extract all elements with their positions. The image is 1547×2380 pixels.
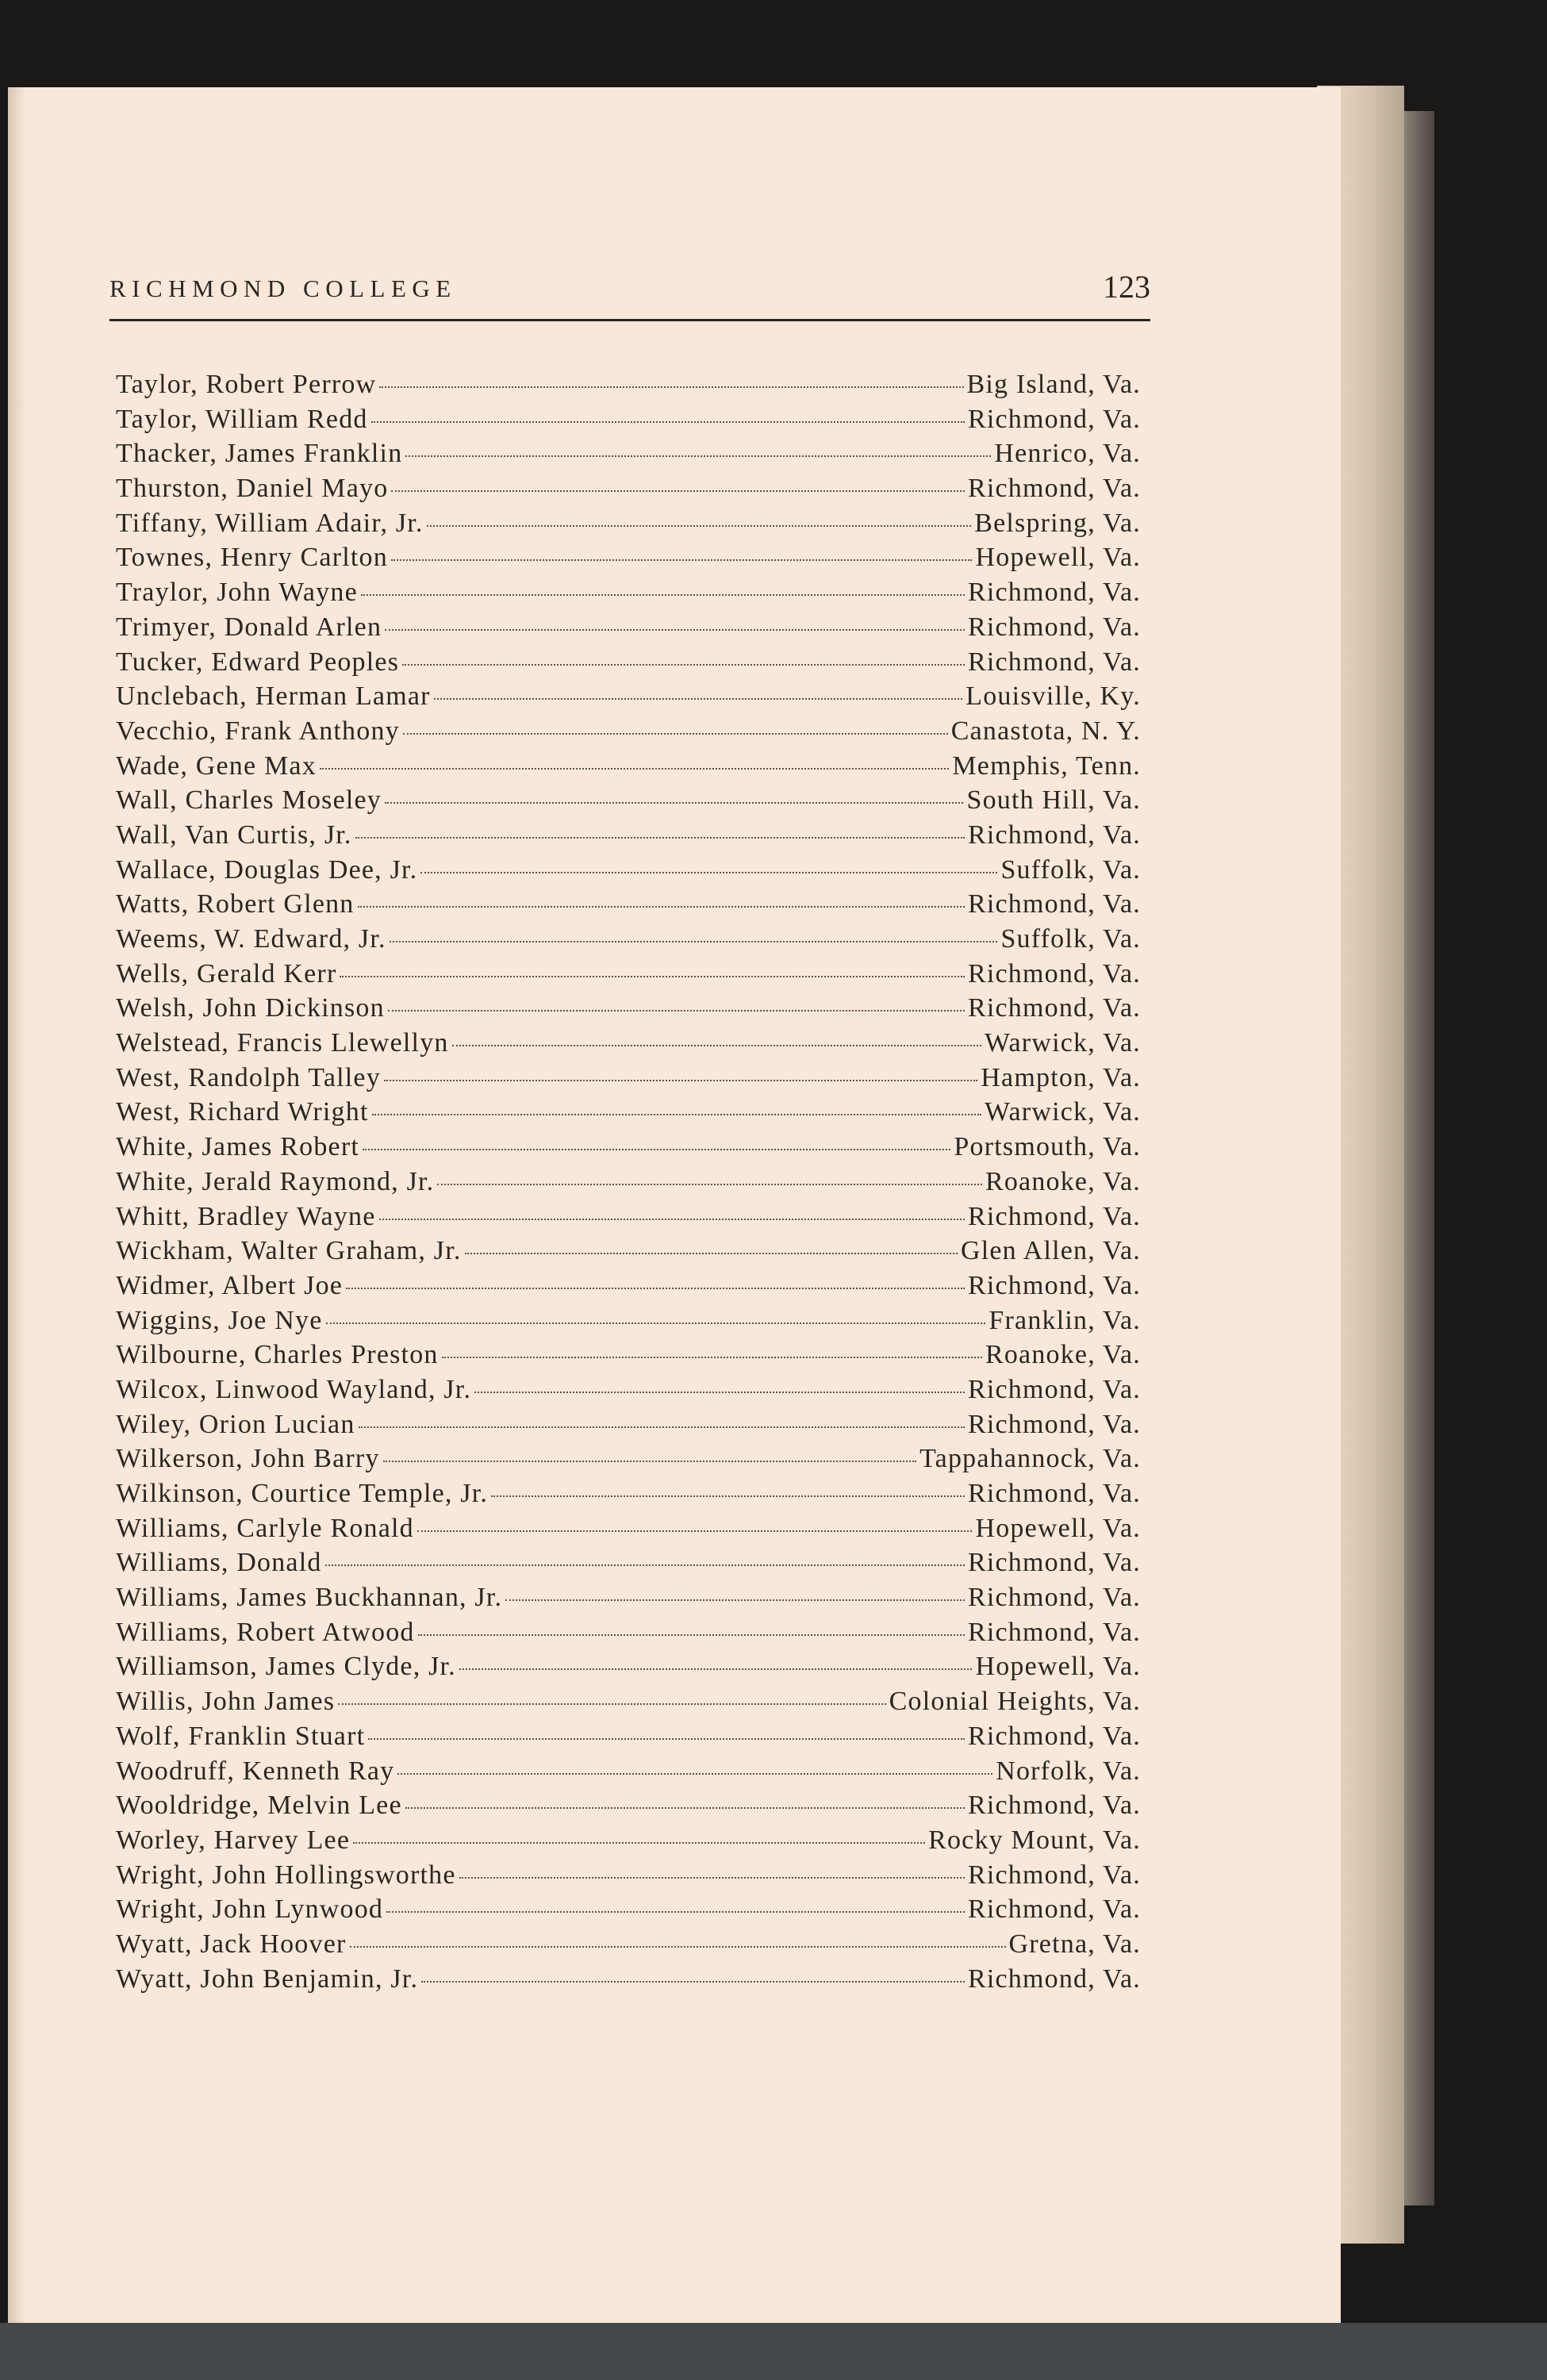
directory-entry xyxy=(116,820,1141,855)
dot-leader xyxy=(397,1773,992,1775)
entry-hometown: Richmond, Va. xyxy=(967,1721,1141,1751)
entry-hometown: Hopewell, Va. xyxy=(975,1513,1141,1543)
directory-entry xyxy=(116,1410,1141,1445)
directory-entry xyxy=(116,1444,1141,1479)
directory-entry xyxy=(116,647,1141,682)
entry-name: White, Jerald Raymond, Jr. xyxy=(116,1166,435,1196)
directory-entry xyxy=(116,1202,1141,1237)
dot-leader xyxy=(390,941,998,942)
entry-name: West, Randolph Talley xyxy=(116,1062,381,1092)
entry-name: Tiffany, William Adair, Jr. xyxy=(116,508,424,538)
directory-entry xyxy=(116,855,1141,890)
dot-leader xyxy=(391,559,973,561)
entry-hometown: Richmond, Va. xyxy=(967,958,1141,988)
entry-name: Willis, John James xyxy=(116,1687,336,1717)
dot-leader xyxy=(459,1668,973,1670)
entry-hometown: Richmond, Va. xyxy=(967,1201,1141,1231)
dot-leader xyxy=(386,1911,965,1913)
directory-entry xyxy=(116,1825,1141,1860)
entry-hometown: Belspring, Va. xyxy=(974,508,1141,538)
directory-entry xyxy=(116,1756,1141,1791)
dot-leader xyxy=(353,1842,925,1844)
directory-entry xyxy=(116,1028,1141,1063)
entry-hometown: Hampton, Va. xyxy=(981,1062,1141,1092)
directory-entry xyxy=(116,543,1141,578)
dot-leader xyxy=(358,906,965,908)
entry-hometown: Rocky Mount, Va. xyxy=(928,1825,1141,1855)
entry-name: Taylor, Robert Perrow xyxy=(116,370,377,399)
dot-leader xyxy=(420,872,997,873)
dot-leader xyxy=(379,386,963,388)
entry-hometown: Richmond, Va. xyxy=(967,474,1141,504)
entry-name: Welsh, John Dickinson xyxy=(116,993,385,1023)
directory-entry xyxy=(116,751,1141,786)
directory-entry xyxy=(116,924,1141,959)
entry-name: Trimyer, Donald Arlen xyxy=(116,612,382,642)
entry-name: Worley, Harvey Lee xyxy=(116,1825,351,1855)
entry-hometown: South Hill, Va. xyxy=(966,785,1141,816)
dot-leader xyxy=(434,698,963,700)
entry-name: Williams, Robert Atwood xyxy=(116,1617,415,1647)
directory-entry xyxy=(116,509,1141,543)
dot-leader xyxy=(325,1564,965,1566)
dot-leader xyxy=(371,421,965,423)
directory-entry xyxy=(116,439,1141,474)
entry-hometown: Richmond, Va. xyxy=(967,1270,1141,1300)
directory-entry xyxy=(116,1097,1141,1132)
directory-entry xyxy=(116,1929,1141,1964)
dot-leader xyxy=(452,1045,981,1046)
directory-entry xyxy=(116,716,1141,751)
dot-leader xyxy=(361,594,965,596)
entry-name: Williamson, James Clyde, Jr. xyxy=(116,1652,456,1682)
entry-hometown: Suffolk, Va. xyxy=(1000,924,1141,954)
entry-name: Thurston, Daniel Mayo xyxy=(116,474,389,504)
entry-hometown: Richmond, Va. xyxy=(967,1374,1141,1404)
entry-hometown: Warwick, Va. xyxy=(984,1028,1141,1058)
entry-hometown: Richmond, Va. xyxy=(967,1860,1141,1890)
entry-hometown: Louisville, Ky. xyxy=(965,681,1141,712)
directory-entry xyxy=(116,370,1141,405)
entry-hometown: Richmond, Va. xyxy=(967,820,1141,850)
entry-hometown: Richmond, Va. xyxy=(967,1548,1141,1578)
entry-hometown: Richmond, Va. xyxy=(967,612,1141,642)
entry-name: Tucker, Edward Peoples xyxy=(116,647,400,677)
entry-name: Wilkerson, John Barry xyxy=(116,1444,380,1474)
entry-name: Wilcox, Linwood Wayland, Jr. xyxy=(116,1374,472,1404)
directory-entry xyxy=(116,474,1141,509)
dot-leader xyxy=(384,1080,977,1081)
dot-leader xyxy=(355,837,965,839)
directory-entry xyxy=(116,1514,1141,1549)
dot-leader xyxy=(363,1149,950,1150)
dot-leader xyxy=(459,1877,965,1879)
entry-hometown: Roanoke, Va. xyxy=(985,1340,1141,1370)
dot-leader xyxy=(385,629,965,631)
dot-leader xyxy=(402,664,965,666)
entry-hometown: Glen Allen, Va. xyxy=(960,1236,1141,1266)
entry-name: Williams, Donald xyxy=(116,1548,322,1578)
binding-shadow xyxy=(1404,111,1434,2205)
directory-entry xyxy=(116,785,1141,820)
directory-entry xyxy=(116,1548,1141,1583)
gutter-shade xyxy=(8,87,25,2324)
directory-entry xyxy=(116,1167,1141,1202)
directory-entry xyxy=(116,1271,1141,1306)
entry-name: Wells, Gerald Kerr xyxy=(116,958,337,988)
entry-name: Wilbourne, Charles Preston xyxy=(116,1340,439,1370)
entry-name: Wade, Gene Max xyxy=(116,750,317,781)
entry-name: Wyatt, Jack Hoover xyxy=(116,1929,347,1959)
dot-leader xyxy=(388,1010,965,1012)
dot-leader xyxy=(465,1253,958,1254)
entry-hometown: Richmond, Va. xyxy=(967,993,1141,1023)
dot-leader xyxy=(385,802,963,804)
running-head: RICHMOND COLLEGE xyxy=(109,274,457,302)
entry-name: Townes, Henry Carlton xyxy=(116,543,388,573)
entry-name: Williams, Carlyle Ronald xyxy=(116,1513,414,1543)
entry-hometown: Franklin, Va. xyxy=(988,1305,1141,1335)
entry-name: Thacker, James Franklin xyxy=(116,439,403,469)
entry-name: Weems, W. Edward, Jr. xyxy=(116,924,386,954)
dot-leader xyxy=(326,1322,986,1324)
directory-entry xyxy=(116,405,1141,440)
dot-leader xyxy=(338,1703,885,1705)
directory-entry xyxy=(116,1791,1141,1825)
entry-name: Woodruff, Kenneth Ray xyxy=(116,1756,395,1786)
dot-leader xyxy=(346,1288,965,1289)
directory-entry xyxy=(116,1894,1141,1929)
directory-entry xyxy=(116,1132,1141,1167)
entry-hometown: Richmond, Va. xyxy=(967,1964,1141,1994)
directory-entry xyxy=(116,681,1141,716)
entry-hometown: Big Island, Va. xyxy=(966,370,1141,399)
dot-leader xyxy=(421,1981,965,1983)
entry-hometown: Canastota, N. Y. xyxy=(950,716,1141,746)
entry-name: Wooldridge, Melvin Lee xyxy=(116,1791,402,1821)
dot-leader xyxy=(340,976,964,977)
dot-leader xyxy=(350,1946,1006,1948)
directory-entry xyxy=(116,1722,1141,1756)
entry-hometown: Gretna, Va. xyxy=(1008,1929,1141,1959)
page-header xyxy=(109,194,1150,321)
header-rule xyxy=(109,319,1150,321)
entry-name: Wright, John Hollingsworthe xyxy=(116,1860,456,1890)
entry-name: Wyatt, John Benjamin, Jr. xyxy=(116,1964,419,1994)
entry-name: Welstead, Francis Llewellyn xyxy=(116,1028,449,1058)
entry-hometown: Richmond, Va. xyxy=(967,647,1141,677)
dot-leader xyxy=(418,1634,965,1636)
dot-leader xyxy=(505,1599,965,1601)
entry-name: Whitt, Bradley Wayne xyxy=(116,1201,376,1231)
dot-leader xyxy=(491,1495,965,1497)
directory-entry xyxy=(116,1652,1141,1687)
entry-hometown: Roanoke, Va. xyxy=(985,1166,1141,1196)
dot-leader xyxy=(359,1426,965,1428)
entry-hometown: Richmond, Va. xyxy=(967,1791,1141,1821)
dot-leader xyxy=(372,1114,981,1115)
entry-hometown: Suffolk, Va. xyxy=(1000,854,1141,885)
entry-hometown: Norfolk, Va. xyxy=(996,1756,1141,1786)
entry-name: Wall, Van Curtis, Jr. xyxy=(116,820,352,850)
entry-hometown: Richmond, Va. xyxy=(967,889,1141,919)
dot-leader xyxy=(320,768,949,770)
entry-name: Wall, Charles Moseley xyxy=(116,785,382,816)
entry-hometown: Tappahannock, Va. xyxy=(919,1444,1141,1474)
dot-leader xyxy=(368,1738,965,1740)
entry-hometown: Hopewell, Va. xyxy=(975,1652,1141,1682)
entry-name: Williams, James Buckhannan, Jr. xyxy=(116,1583,503,1613)
directory-entry xyxy=(116,578,1141,612)
entry-hometown: Richmond, Va. xyxy=(967,1583,1141,1613)
directory-entry xyxy=(116,1340,1141,1375)
directory-entry xyxy=(116,959,1141,994)
dot-leader xyxy=(379,1219,965,1220)
dot-leader xyxy=(474,1392,965,1393)
entry-name: Taylor, William Redd xyxy=(116,404,368,434)
entry-hometown: Colonial Heights, Va. xyxy=(889,1687,1141,1717)
dot-leader xyxy=(391,490,965,492)
entry-name: Vecchio, Frank Anthony xyxy=(116,716,400,746)
directory-entry xyxy=(116,1583,1141,1618)
entry-name: Wiley, Orion Lucian xyxy=(116,1409,355,1439)
dot-leader xyxy=(417,1530,973,1532)
entry-name: Watts, Robert Glenn xyxy=(116,889,355,919)
dot-leader xyxy=(383,1461,916,1462)
directory-entry xyxy=(116,1618,1141,1653)
entry-hometown: Richmond, Va. xyxy=(967,1894,1141,1925)
entry-name: Wickham, Walter Graham, Jr. xyxy=(116,1236,462,1266)
entry-name: White, James Robert xyxy=(116,1132,360,1162)
entry-hometown: Richmond, Va. xyxy=(967,578,1141,608)
directory-entry xyxy=(116,1063,1141,1098)
entry-name: Wiggins, Joe Nye xyxy=(116,1305,323,1335)
dot-leader xyxy=(405,455,991,457)
entry-hometown: Richmond, Va. xyxy=(967,404,1141,434)
directory-entry xyxy=(116,889,1141,924)
dot-leader xyxy=(403,733,948,735)
directory-entry xyxy=(116,1306,1141,1341)
directory-entry xyxy=(116,1860,1141,1895)
entry-hometown: Memphis, Tenn. xyxy=(952,750,1141,781)
dot-leader xyxy=(442,1357,982,1358)
directory-entry xyxy=(116,1964,1141,1999)
dot-leader xyxy=(427,525,972,527)
entry-hometown: Hopewell, Va. xyxy=(975,543,1141,573)
entry-name: Wilkinson, Courtice Temple, Jr. xyxy=(116,1479,489,1508)
directory-entry xyxy=(116,1687,1141,1722)
entry-hometown: Warwick, Va. xyxy=(984,1097,1141,1127)
entry-hometown: Richmond, Va. xyxy=(967,1617,1141,1647)
entry-hometown: Richmond, Va. xyxy=(967,1409,1141,1439)
directory-entry xyxy=(116,612,1141,647)
entry-name: West, Richard Wright xyxy=(116,1097,369,1127)
directory-entry xyxy=(116,1375,1141,1410)
entry-hometown: Richmond, Va. xyxy=(967,1479,1141,1508)
entry-name: Wallace, Douglas Dee, Jr. xyxy=(116,854,418,885)
entry-name: Widmer, Albert Joe xyxy=(116,1270,344,1300)
directory-entry xyxy=(116,1236,1141,1271)
directory-list xyxy=(116,370,1141,1998)
entry-name: Wolf, Franklin Stuart xyxy=(116,1721,366,1751)
dot-leader xyxy=(405,1807,965,1809)
directory-entry xyxy=(116,1479,1141,1514)
entry-name: Unclebach, Herman Lamar xyxy=(116,681,431,712)
entry-hometown: Henrico, Va. xyxy=(994,439,1141,469)
entry-name: Wright, John Lynwood xyxy=(116,1894,384,1925)
scan-background-band xyxy=(0,2323,1547,2380)
entry-hometown: Portsmouth, Va. xyxy=(954,1132,1141,1162)
directory-entry xyxy=(116,993,1141,1028)
page-number: 123 xyxy=(1103,269,1150,305)
entry-name: Traylor, John Wayne xyxy=(116,578,358,608)
dot-leader xyxy=(437,1184,982,1185)
